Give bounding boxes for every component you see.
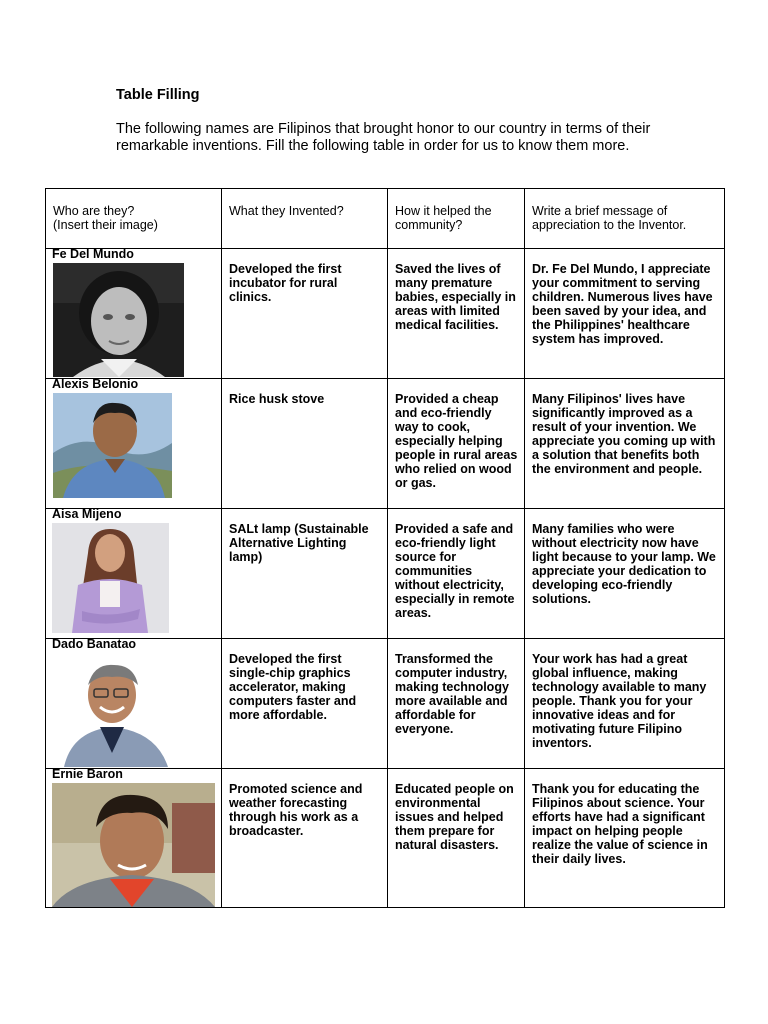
document-title: Table Filling	[116, 87, 200, 103]
inventor-cell	[46, 379, 222, 509]
inventor-cell	[46, 769, 222, 908]
invention-text: Developed the first incubator for rural clinics.	[229, 262, 342, 304]
inventor-name: Ernie Baron	[52, 767, 123, 781]
invention-text: Rice husk stove	[229, 392, 325, 406]
inventor-name: Dado Banatao	[52, 637, 137, 651]
invention-text: Promoted science and weather forecasting through his work as a broadcaster.	[229, 782, 363, 838]
inventor-photo	[53, 263, 184, 377]
inventors-table	[45, 188, 725, 908]
header-cell-message: Write a brief message of appreciation to the Inventor.	[525, 189, 725, 249]
table-row	[46, 249, 725, 379]
message-text: Your work has had a great global influence, making technology available to many people. Thank you for your innovative ideas and for motivating future Filipino inventors.	[532, 652, 707, 750]
inventor-photo	[53, 393, 172, 498]
impact-text: Provided a cheap and eco-friendly way to cook, especially helping people in rural areas who relied on wood or gas.	[395, 392, 518, 490]
header-cell-who: Who are they? (Insert their image)	[46, 189, 222, 249]
table-row	[46, 769, 725, 908]
header-cell-impact: How it helped the community?	[388, 189, 525, 249]
inventor-cell	[46, 509, 222, 639]
impact-text: Provided a safe and eco-friendly light source for communities without electricity, especially in remote areas.	[395, 522, 515, 620]
table-row	[46, 639, 725, 769]
message-text: Many families who were without electricity now have light because to your lamp. We appreciate your dedication to developing eco-friendly solutions.	[532, 522, 716, 606]
inventor-name: Aisa Mijeno	[52, 507, 122, 521]
intro-paragraph: The following names are Filipinos that brought honor to our country in terms of their remarkable inventions. Fill the following table in order for us to know them more.	[116, 121, 651, 154]
invention-text: SALt lamp (Sustainable Alternative Lighting lamp)	[229, 522, 369, 564]
message-text: Thank you for educating the Filipinos about science. Your efforts have had a significant impact on helping people realize the value of science in their daily lives.	[532, 782, 708, 866]
header-cell-invention: What they Invented?	[222, 189, 388, 249]
inventor-cell	[46, 639, 222, 769]
inventor-name: Alexis Belonio	[52, 377, 139, 391]
inventor-name: Fe Del Mundo	[52, 247, 134, 261]
impact-text: Transformed the computer industry, making technology more available and affordable for everyone.	[395, 652, 509, 736]
table-row	[46, 509, 725, 639]
table-row	[46, 379, 725, 509]
table-header-row	[46, 189, 725, 249]
message-text: Many Filipinos' lives have significantly improved as a result of your invention. We appreciate you coming up with a solution that benefits both the environment and people.	[532, 392, 716, 476]
inventor-photo	[52, 783, 215, 907]
impact-text: Educated people on environmental issues and helped them prepare for natural disasters.	[395, 782, 514, 852]
inventor-cell	[46, 249, 222, 379]
message-text: Dr. Fe Del Mundo, I appreciate your commitment to serving children. Numerous lives have been saved by your idea, and the Philippines' healthcare system has improved.	[532, 262, 713, 346]
impact-text: Saved the lives of many premature babies, especially in areas with limited medical facilities.	[395, 262, 516, 332]
inventor-photo	[60, 655, 172, 767]
inventor-photo	[52, 523, 169, 633]
invention-text: Developed the first single-chip graphics accelerator, making computers faster and more affordable.	[229, 652, 357, 722]
